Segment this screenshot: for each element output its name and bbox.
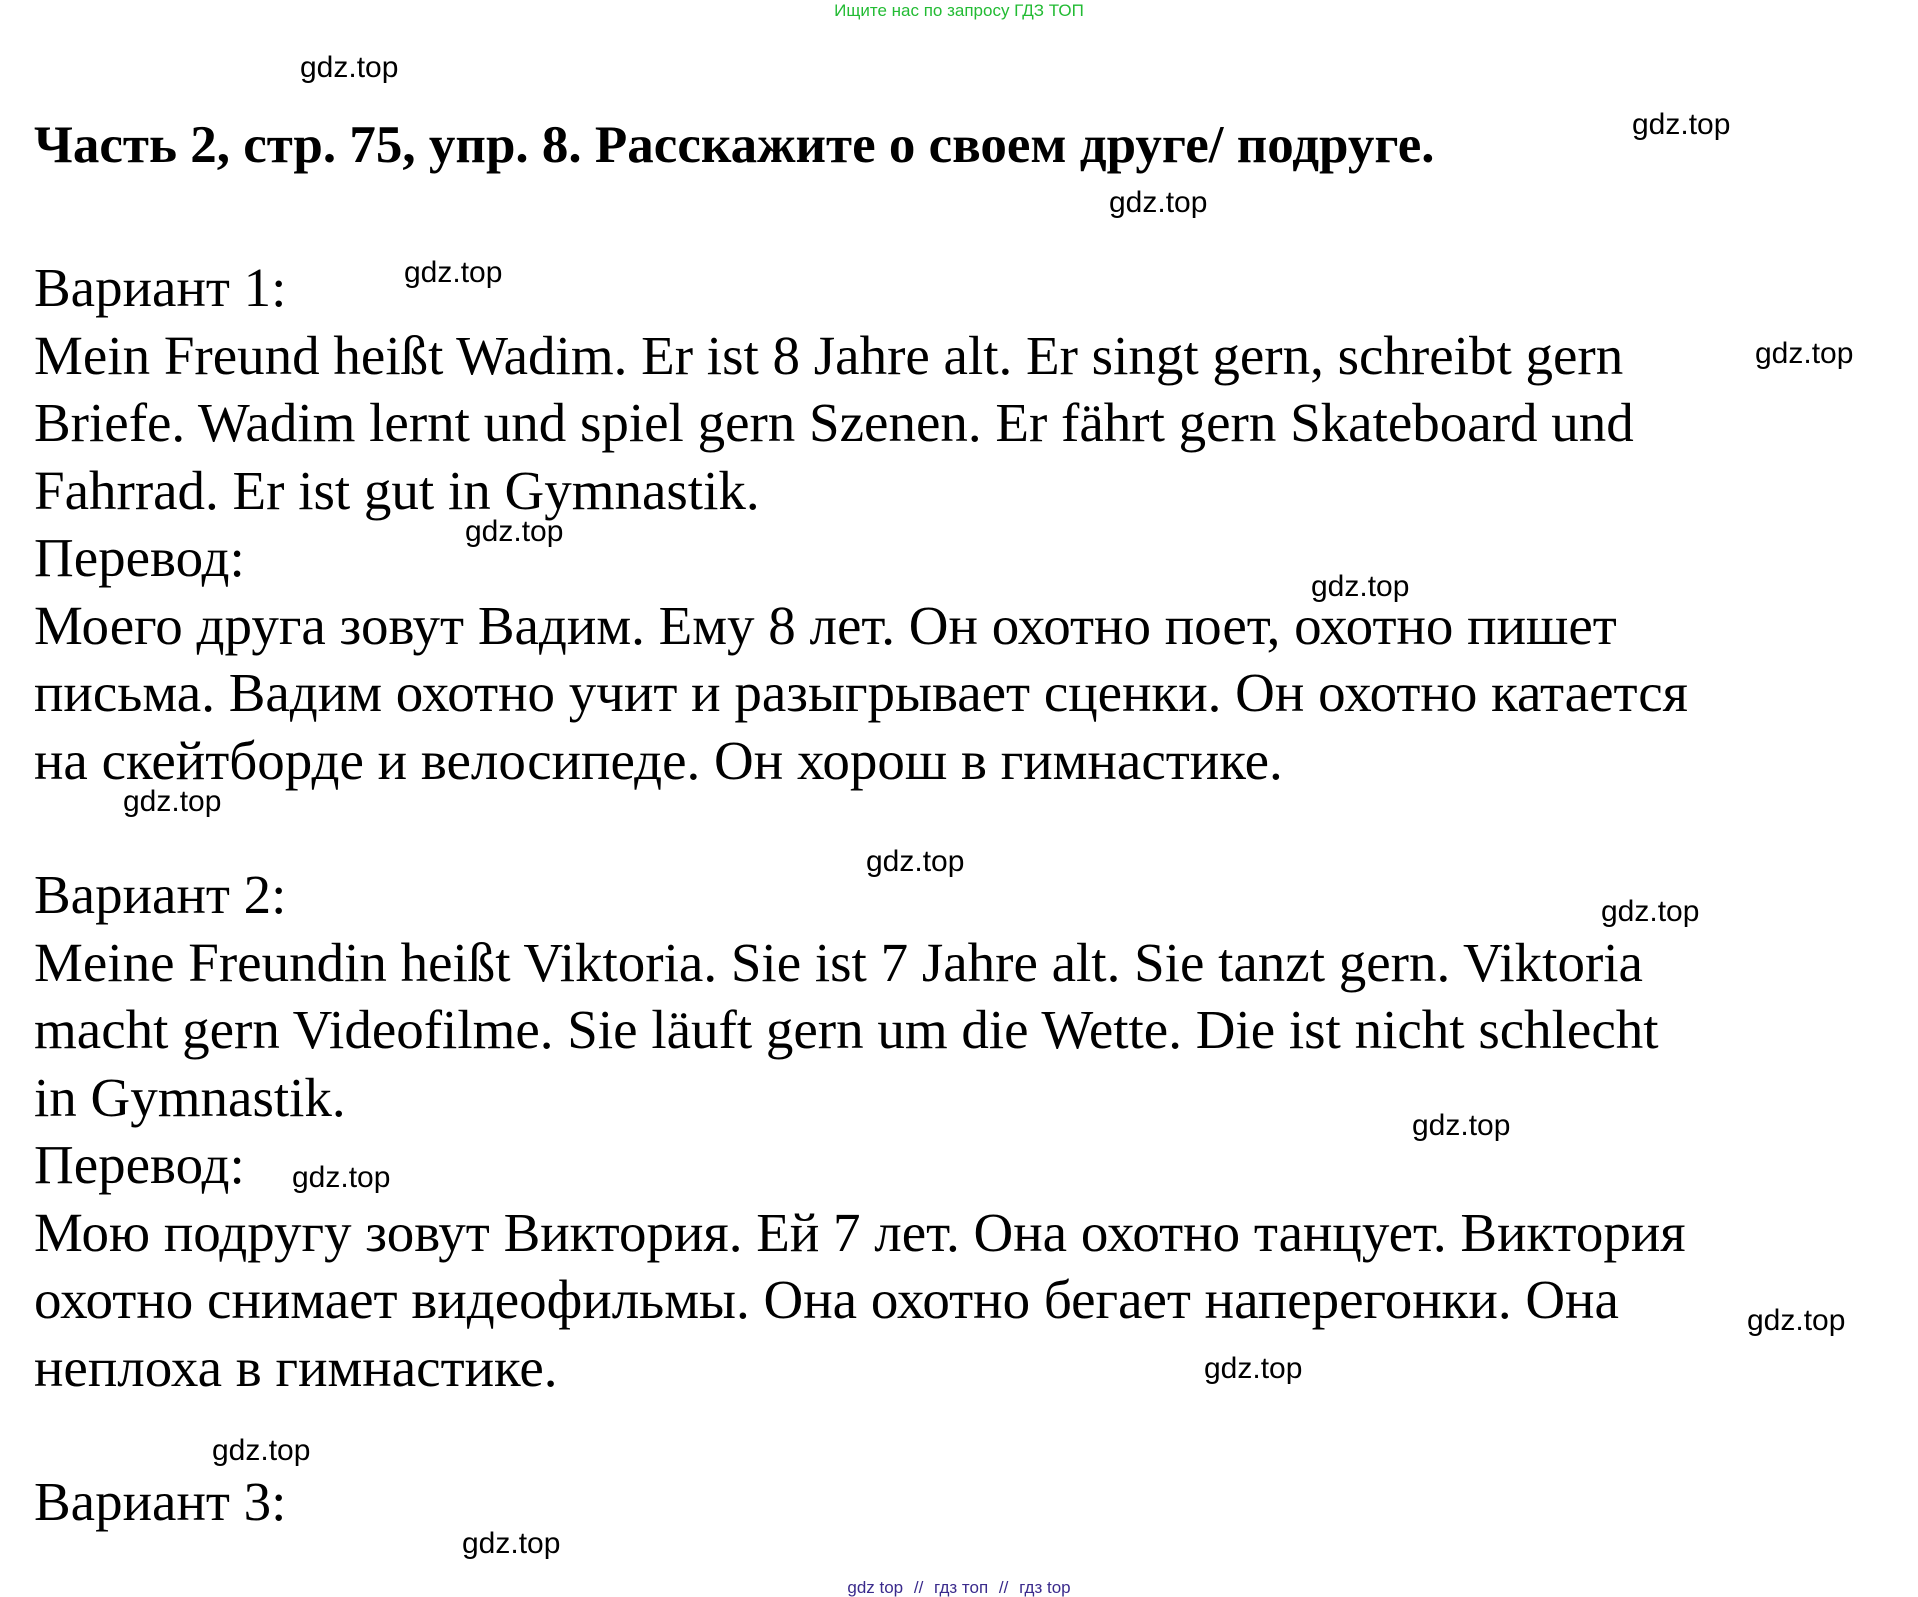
variant-1-line: Fahrrad. Er ist gut in Gymnastik. xyxy=(34,459,760,521)
page-title: Часть 2, стр. 75, упр. 8. Расскажите о своем друге/ подруге. xyxy=(34,116,1435,174)
variant-1-translation-line: письма. Вадим охотно учит и разыгрывает сценки. Он охотно катается xyxy=(34,662,1688,723)
watermark: gdz.top xyxy=(1632,108,1731,141)
footer-separator: // xyxy=(998,1578,1009,1597)
variant-3-label: Вариант 3: xyxy=(34,1471,287,1532)
variant-1-label: Вариант 1: xyxy=(34,257,287,318)
watermark: gdz.top xyxy=(462,1527,561,1560)
variant-1-translation-line: Моего друга зовут Вадим. Ему 8 лет. Он охотно поет, охотно пишет xyxy=(34,594,1617,656)
footer-link[interactable]: гдз топ xyxy=(934,1578,989,1597)
footer-link[interactable]: gdz top xyxy=(847,1578,904,1597)
variant-1-line: Mein Freund heißt Wadim. Er ist 8 Jahre alt. Er singt gern, schreibt gern xyxy=(34,324,1624,386)
variant-2-translation-label: Перевод: xyxy=(34,1134,245,1195)
watermark: gdz.top xyxy=(1109,186,1208,219)
variant-2-line: in Gymnastik. xyxy=(34,1066,346,1128)
watermark: gdz.top xyxy=(465,515,564,548)
variant-2-line: macht gern Videofilme. Sie läuft gern um die Wette. Die ist nicht schlecht xyxy=(34,999,1659,1060)
watermark: gdz.top xyxy=(1311,570,1410,603)
watermark: gdz.top xyxy=(292,1161,391,1194)
watermark: gdz.top xyxy=(123,785,222,818)
variant-2-translation-line: неплоха в гимнастике. xyxy=(34,1336,558,1398)
watermark: gdz.top xyxy=(866,845,965,878)
answer-content xyxy=(34,254,1854,1536)
variant-1-translation-line: на скейтборде и велосипеде. Он хорош в гимнастике. xyxy=(34,729,1283,791)
footer-links xyxy=(0,1579,1918,1596)
watermark: gdz.top xyxy=(1747,1304,1846,1337)
footer-link[interactable]: гдз top xyxy=(1019,1578,1071,1597)
variant-2-translation-line: Мою подругу зовут Виктория. Ей 7 лет. Она охотно танцует. Виктория xyxy=(34,1201,1686,1263)
watermark: gdz.top xyxy=(212,1434,311,1467)
watermark: gdz.top xyxy=(300,51,399,84)
watermark: gdz.top xyxy=(404,256,503,289)
variant-1-translation-label: Перевод: xyxy=(34,527,245,588)
variant-2-label: Вариант 2: xyxy=(34,864,287,925)
watermark: gdz.top xyxy=(1755,337,1854,370)
variant-2-translation-line: охотно снимает видеофильмы. Она охотно бегает наперегонки. Она xyxy=(34,1269,1619,1330)
footer-separator: // xyxy=(913,1578,924,1597)
variant-2-line: Meine Freundin heißt Viktoria. Sie ist 7 Jahre alt. Sie tanzt gern. Viktoria xyxy=(34,931,1643,993)
top-banner: Ищите нас по запросу ГДЗ ТОП xyxy=(834,1,1084,20)
watermark: gdz.top xyxy=(1412,1109,1511,1142)
watermark: gdz.top xyxy=(1601,895,1700,928)
variant-1-line: Briefe. Wadim lernt und spiel gern Szenen. Er fährt gern Skateboard und xyxy=(34,392,1634,453)
watermark: gdz.top xyxy=(1204,1352,1303,1385)
